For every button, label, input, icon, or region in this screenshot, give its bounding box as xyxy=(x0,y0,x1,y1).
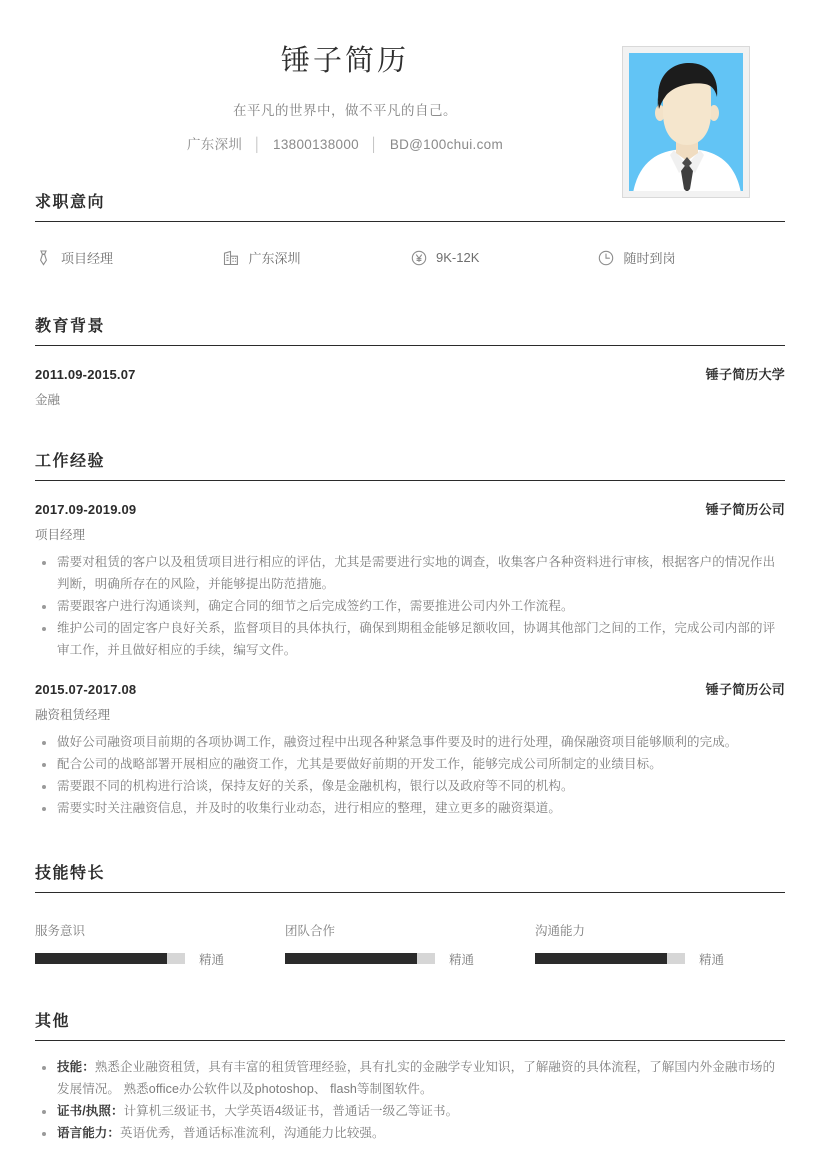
section-title-intention: 求职意向 xyxy=(35,194,106,211)
skill-item xyxy=(285,921,535,968)
skill-item xyxy=(535,921,785,968)
skill-level-label: 精通 xyxy=(199,952,225,967)
skill-meter xyxy=(535,950,755,968)
section-intention xyxy=(35,189,785,283)
intention-item-availability xyxy=(598,248,786,267)
skill-progress-track xyxy=(535,953,685,964)
skill-progress-track xyxy=(285,953,435,964)
education-period: 2011.09-2015.07 xyxy=(35,367,136,382)
section-other xyxy=(35,1008,785,1145)
work-entry xyxy=(35,661,785,820)
list-item: 配合公司的战略部署开展相应的融资工作，尤其是要做好前期的开发工作，能够完成公司所制定的业绩目标。 xyxy=(35,754,785,776)
work-period: 2017.09-2019.09 xyxy=(35,502,137,517)
skill-progress-fill xyxy=(535,953,667,964)
intention-item-position xyxy=(35,248,223,267)
intention-position-label: 项目经理 xyxy=(61,251,114,266)
other-item-text: 英语优秀，普通话标准流利，沟通能力比较强。 xyxy=(120,1125,385,1140)
resume-header xyxy=(35,0,785,185)
section-divider xyxy=(35,1040,785,1041)
contact-line xyxy=(35,133,655,153)
contact-separator-2: │ xyxy=(370,137,379,153)
building-icon xyxy=(223,249,240,266)
other-item-label: 技能： xyxy=(57,1059,95,1074)
list-item: 做好公司融资项目前期的各项协调工作，融资过程中出现各种紧急事件要及时的进行处理，确保融资项目能够顺利的完成。 xyxy=(35,732,785,754)
page-title: 锤子简历 xyxy=(280,45,409,77)
other-item-text: 计算机三级证书，大学英语4级证书，普通话一级乙等证书。 xyxy=(123,1103,459,1118)
list-item: 需要对租赁的客户以及租赁项目进行相应的评估，尤其是需要进行实地的调查，收集客户各种资料进行审核，根据客户的情况作出判断，明确所存在的风险，并能够提出防范措施。 xyxy=(35,552,785,596)
list-item: 维护公司的固定客户良好关系，监督项目的具体执行，确保到期租金能够足额收回，协调其他部门之间的工作，完成公司内部的评审工作，并且做好相应的手续，编写文件。 xyxy=(35,618,785,662)
work-company: 锤子简历公司 xyxy=(705,682,785,698)
other-item-text: 熟悉企业融资租赁，具有丰富的租赁管理经验，具有扎实的金融学专业知识，了解融资的具体流程，了解国内外金融市场的发展情况。 熟悉office办公软件以及photoshop、 flash等制图软件。 xyxy=(57,1059,776,1096)
work-bullet-list xyxy=(35,732,785,820)
work-entry xyxy=(35,481,785,661)
list-item xyxy=(35,1101,785,1123)
work-period: 2015.07-2017.08 xyxy=(35,682,137,698)
education-school: 锤子简历大学 xyxy=(705,367,785,382)
intention-item-salary xyxy=(410,248,598,267)
skill-label: 沟通能力 xyxy=(535,923,586,938)
work-company: 锤子简历公司 xyxy=(705,502,785,517)
list-item: 需要跟客户进行沟通谈判，确定合同的细节之后完成签约工作，需要推进公司内外工作流程。 xyxy=(35,596,785,618)
work-entry-head xyxy=(35,679,785,698)
avatar-frame xyxy=(622,46,750,198)
section-title-education: 教育背景 xyxy=(35,318,106,335)
other-item-label: 语言能力： xyxy=(57,1125,121,1140)
skill-label: 团队合作 xyxy=(285,923,336,938)
list-item xyxy=(35,1123,785,1145)
intention-item-location xyxy=(223,248,411,267)
contact-separator-1: │ xyxy=(253,137,262,153)
skill-meter xyxy=(285,950,505,968)
skill-progress-fill xyxy=(285,953,417,964)
intention-salary-label: 9K-12K xyxy=(436,250,480,265)
education-major: 金融 xyxy=(35,393,61,407)
skill-meter xyxy=(35,950,255,968)
skills-list xyxy=(35,893,785,968)
skill-level-label: 精通 xyxy=(449,952,475,967)
avatar xyxy=(629,53,743,191)
intention-availability-label: 随时到岗 xyxy=(623,251,676,266)
section-title-skills: 技能特长 xyxy=(35,864,106,882)
skill-label: 服务意识 xyxy=(35,923,86,938)
section-work xyxy=(35,448,785,820)
header-slogan: 在平凡的世界中，做不平凡的自己。 xyxy=(233,103,457,119)
intention-location-label: 广东深圳 xyxy=(248,251,301,266)
contact-email: BD@100chui.com xyxy=(389,137,504,153)
section-title-other: 其他 xyxy=(35,1012,71,1030)
tie-icon xyxy=(35,249,52,266)
work-bullet-list xyxy=(35,552,785,661)
education-entry-head xyxy=(35,364,785,383)
contact-phone: 13800138000 xyxy=(273,137,359,153)
list-item: 需要实时关注融资信息，并及时的收集行业动态，进行相应的整理，建立更多的融资渠道。 xyxy=(35,798,785,820)
intention-items xyxy=(35,222,785,283)
other-bullet-list xyxy=(35,1057,785,1145)
skill-progress-track xyxy=(35,953,185,964)
skill-item xyxy=(35,921,285,968)
section-education xyxy=(35,313,785,408)
skill-progress-fill xyxy=(35,953,167,964)
work-entry-head xyxy=(35,499,785,518)
clock-icon xyxy=(598,249,615,266)
section-skills xyxy=(35,860,785,968)
other-item-label: 证书/执照： xyxy=(57,1103,124,1118)
skill-level-label: 精通 xyxy=(699,952,725,967)
list-item: 需要跟不同的机构进行洽谈，保持友好的关系，像是金融机构，银行以及政府等不同的机构。 xyxy=(35,776,785,798)
yen-icon xyxy=(410,249,427,266)
work-role: 项目经理 xyxy=(35,528,86,542)
section-title-work: 工作经验 xyxy=(35,453,106,470)
work-role: 融资租赁经理 xyxy=(35,708,111,723)
education-entry xyxy=(35,346,785,408)
list-item xyxy=(35,1057,785,1101)
avatar-illustration-icon xyxy=(629,53,743,191)
contact-location: 广东深圳 xyxy=(186,137,243,153)
